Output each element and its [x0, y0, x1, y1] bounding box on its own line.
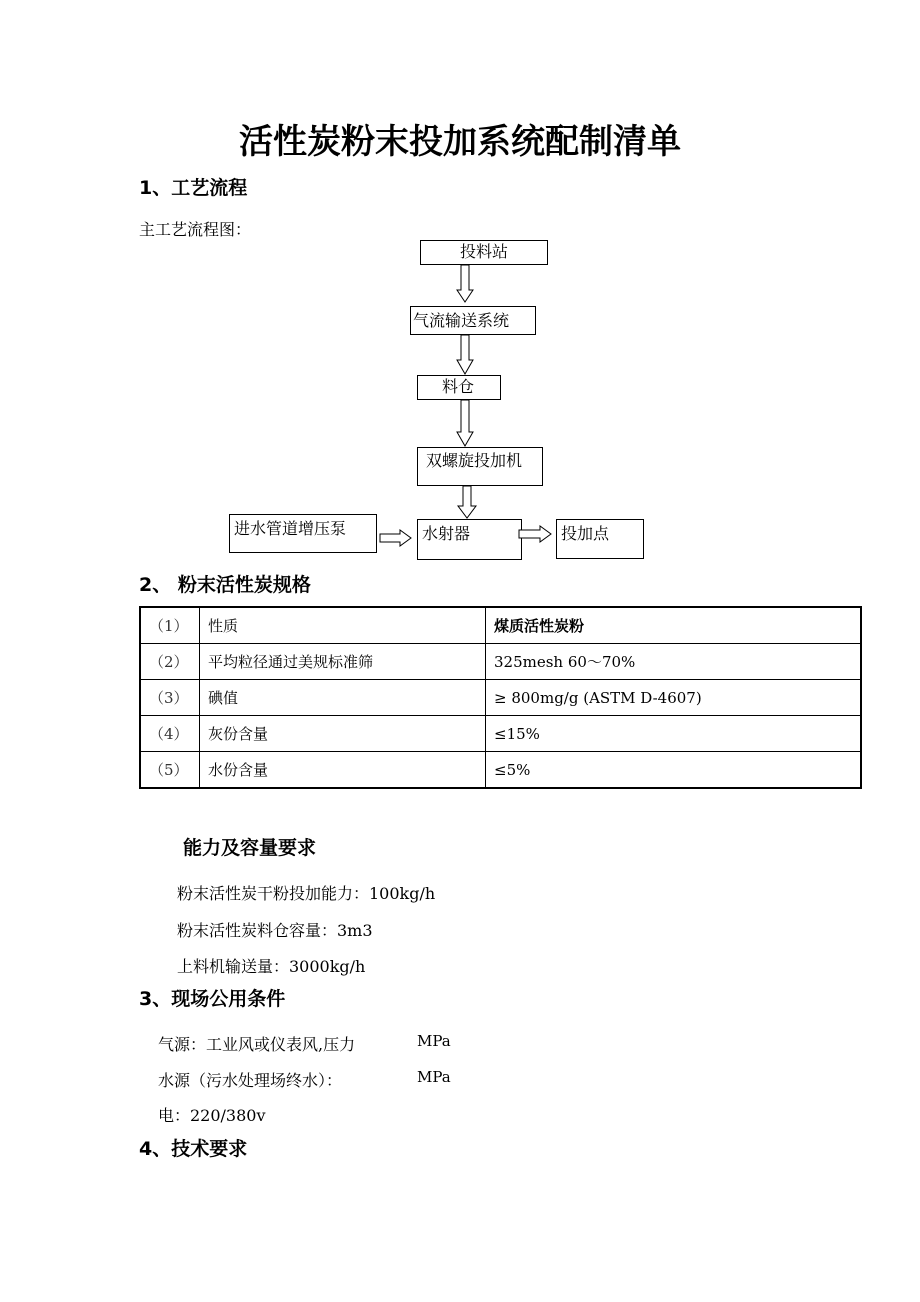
- arrow-right-icon: [380, 530, 411, 546]
- flow-node-dosing-point: 投加点: [556, 519, 644, 559]
- flow-arrows: [0, 0, 920, 600]
- table-row: [140, 607, 861, 644]
- arrow-down-icon: [457, 335, 473, 374]
- arrow-right-icon: [519, 526, 551, 542]
- water-pressure-unit: MPa: [417, 1068, 451, 1086]
- capacity-heading: 能力及容量要求: [183, 837, 317, 859]
- flowchart-caption: 主工艺流程图：: [139, 220, 252, 239]
- row-number: （3）: [140, 680, 200, 716]
- table-row: [140, 680, 861, 716]
- spec-item: 水份含量: [200, 752, 486, 789]
- spec-table: [139, 606, 862, 789]
- table-row: [140, 752, 861, 789]
- table-row: [140, 716, 861, 752]
- flow-node-feeding-station: 投料站: [420, 240, 548, 265]
- row-number: （4）: [140, 716, 200, 752]
- arrow-down-icon: [457, 265, 473, 302]
- air-source-label: 气源：工业风或仪表风,压力: [158, 1035, 356, 1054]
- section-4-heading: 4、技术要求: [139, 1138, 248, 1160]
- water-source-label: 水源（污水处理场终水）：: [158, 1071, 343, 1090]
- capacity-line: 粉末活性炭干粉投加能力：100kg/h: [177, 884, 436, 903]
- spec-value: ≤15%: [486, 716, 862, 752]
- table-row: [140, 644, 861, 680]
- spec-value: 325mesh 60～70%: [486, 644, 862, 680]
- arrow-down-icon: [458, 486, 476, 518]
- section-2-heading: 2、 粉末活性炭规格: [139, 574, 311, 596]
- flow-node-twin-screw-feeder: 双螺旋投加机: [417, 447, 543, 486]
- power-line: 电：220/380v: [158, 1106, 266, 1125]
- row-number: （1）: [140, 607, 200, 644]
- section-3-heading: 3、现场公用条件: [139, 988, 286, 1010]
- spec-item: 平均粒径通过美规标准筛: [200, 644, 486, 680]
- air-pressure-unit: MPa: [417, 1032, 451, 1050]
- spec-value: ≥ 800mg/g (ASTM D-4607): [486, 680, 862, 716]
- arrow-down-icon: [457, 400, 473, 446]
- spec-value: 煤质活性炭粉: [486, 607, 862, 644]
- flow-node-pneumatic-conveying: 气流输送系统: [410, 306, 536, 335]
- spec-item: 碘值: [200, 680, 486, 716]
- spec-item: 灰份含量: [200, 716, 486, 752]
- section-1-heading: 1、工艺流程: [139, 177, 248, 199]
- capacity-line: 上料机输送量：3000kg/h: [177, 957, 366, 976]
- row-number: （2）: [140, 644, 200, 680]
- flow-node-silo: 料仓: [417, 375, 501, 400]
- spec-item: 性质: [200, 607, 486, 644]
- row-number: （5）: [140, 752, 200, 789]
- capacity-line: 粉末活性炭料仓容量：3m3: [177, 921, 373, 940]
- flow-node-water-ejector: 水射器: [417, 519, 522, 560]
- document-title: 活性炭粉末投加系统配制清单: [239, 122, 681, 162]
- spec-value: ≤5%: [486, 752, 862, 789]
- flow-node-booster-pump: 进水管道增压泵: [229, 514, 377, 553]
